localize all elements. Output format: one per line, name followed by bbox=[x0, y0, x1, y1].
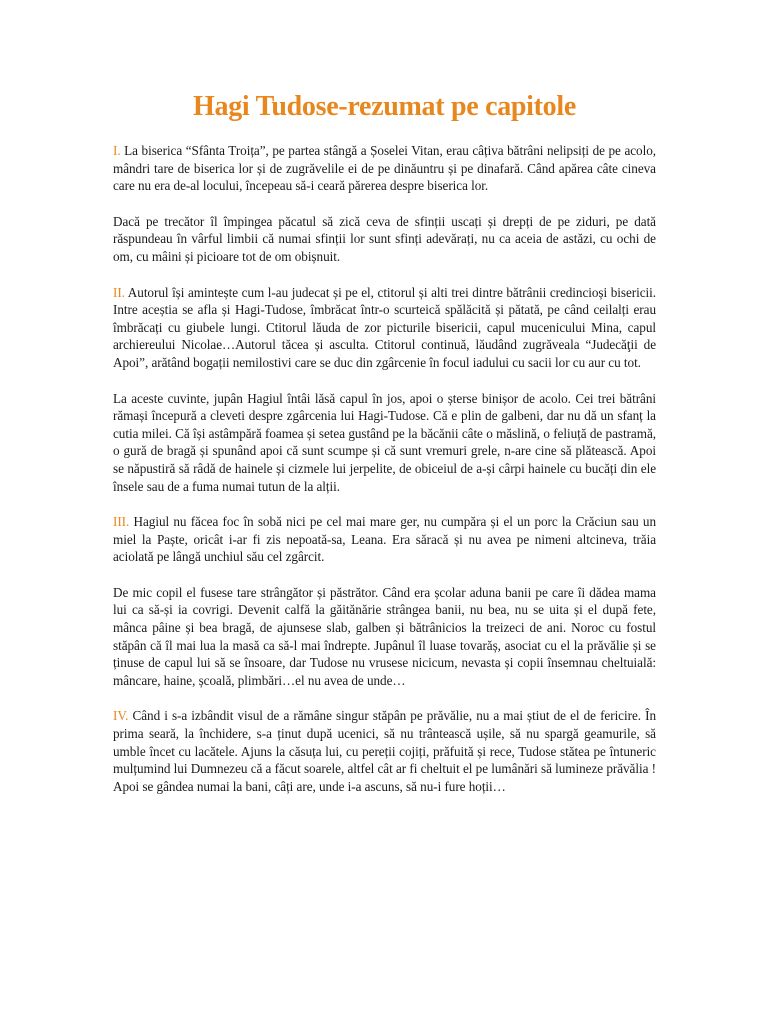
paragraph-text-1: La biserica “Sfânta Troița”, pe partea stângă a Șoselei Vitan, erau câțiva bătrâni nelipsiți de pe acolo, mândri tare de biserica lor și de zugrăvelile ei de pe dinăuntru și pe dinafară. Când apărea câte cineva care nu era de-al locului, începeau să-i ceară părerea despre biserica lor. bbox=[113, 143, 656, 194]
chapter-number-3: III. bbox=[113, 514, 130, 530]
paragraph-text-7: Când i s-a izbândit visul de a rămâne singur stăpân pe prăvălie, nu a mai știut de el de fericire. În prima seară, la închidere, s-a ținut după ucenici, să nu trântească ușile, să nu spargă geamurile, să umble încet cu lacătele. Ajuns la căsuța lui, cu pereții cojiți, prăfuită și rece, Tudose stătea pe întuneric mulțumind lui Dumnezeu că a făcut soarele, altfel cât ar fi cheltuit el pe lumânări să lumineze prăvălia ! Apoi se gândea numai la bani, câți are, unde i-a ascuns, să nu-i fure hoții… bbox=[113, 708, 656, 794]
chapter-number-4: IV. bbox=[113, 708, 129, 724]
page-title: Hagi Tudose-rezumat pe capitole bbox=[193, 91, 576, 122]
paragraph-text-5: Hagiul nu făcea foc în sobă nici pe cel mai mare ger, nu cumpăra și el un porc la Crăciun sau un miel la Paște, oricât i-ar fi zis nepoată-sa, Leana. Era săracă și nu avea pe nimeni altcineva, trăia aciolată pe lângă unchiul său cel zgârcit. bbox=[113, 514, 656, 565]
document-page bbox=[113, 90, 656, 813]
paragraph-text-4: La aceste cuvinte, jupân Hagiul întâi lăsă capul în jos, apoi o șterse binișor de acolo. Cei trei bătrâni rămași începură a cleveti despre zgârcenia lui Hagi-Tudose. Că e plin de galbeni, dar nu dă un sfanț la cutia milei. Că își astâmpără foamea și setea gustând pe la băcănii câte o măslină, o feliuță de pastramă, o gură de bragă și spunând apoi că sunt scumpe și că sunt vremuri grele, n-are cine să plătească. Apoi se năpustiră să râdă de hainele și cizmele lui jerpelite, de obiceiul de a-și cârpi hainele cu bucăți din ele însele sau de a fuma numai tutun de la alții. bbox=[113, 390, 656, 494]
chapter-number-1: I. bbox=[113, 143, 121, 158]
paragraph-4 bbox=[113, 390, 656, 496]
paragraph-text-6: De mic copil el fusese tare strângător și păstrător. Când era școlar aduna banii pe care îi dădea mama lui ca să-și ia covrigi. Devenit calfă la găitănărie strângea banii, nu bea, nu se uita și el după fete, mânca pâine și bea bragă, de ajunsese slab, galben și bătrânicios la treizeci de ani. Noroc cu fostul stăpân că îl mai lua la masă ca să-l mai îndrepte. Jupânul îl luase tovarăș, asociat cu el la prăvălie și se ținuse de capul lui să se însoare, dar Tudose nu vrusese nicicum, nevasta și copii însemnau cheltuială: mâncare, haine, școală, plimbări…el nu avea de unde… bbox=[113, 584, 656, 688]
paragraph-6 bbox=[113, 584, 656, 690]
paragraph-2 bbox=[113, 213, 656, 266]
paragraph-7 bbox=[113, 707, 656, 795]
paragraph-text-2: Dacă pe trecător îl împingea păcatul să zică ceva de sfinții uscați și drepți de pe ziduri, pe dată răspundeau în vârful limbii că numai sfinții lor sunt sfinți adevărați, nu ca aceia de astăzi, cu ochi de om, cu mâini și picioare tot de om obișnuit. bbox=[113, 213, 656, 264]
chapter-number-2: II. bbox=[113, 284, 125, 300]
paragraph-1 bbox=[113, 142, 656, 195]
paragraph-3 bbox=[113, 284, 656, 372]
paragraph-text-3: Autorul își amintește cum l-au judecat și pe el, ctitorul și alti trei dintre bătrânii credincioși bisericii. Intre aceștia se afla și Hagi-Tudose, îmbrăcat într-o scurteică spălăcită și pătată, pe când ceilalți erau îmbrăcați cu giubele lungi. Ctitorul lăuda de zor picturile bisericii, capul mucenicului Mina, capul archiereului Nicolae…Autorul tăcea și asculta. Ctitorul continuă, lăudând zugrăveala “Judecăţii de Apoi”, arătând bogații nemilostivi care se duc din zgârcenie în focul iadului cu sacii lor cu aur cu tot. bbox=[113, 284, 656, 370]
paragraph-5 bbox=[113, 513, 656, 566]
